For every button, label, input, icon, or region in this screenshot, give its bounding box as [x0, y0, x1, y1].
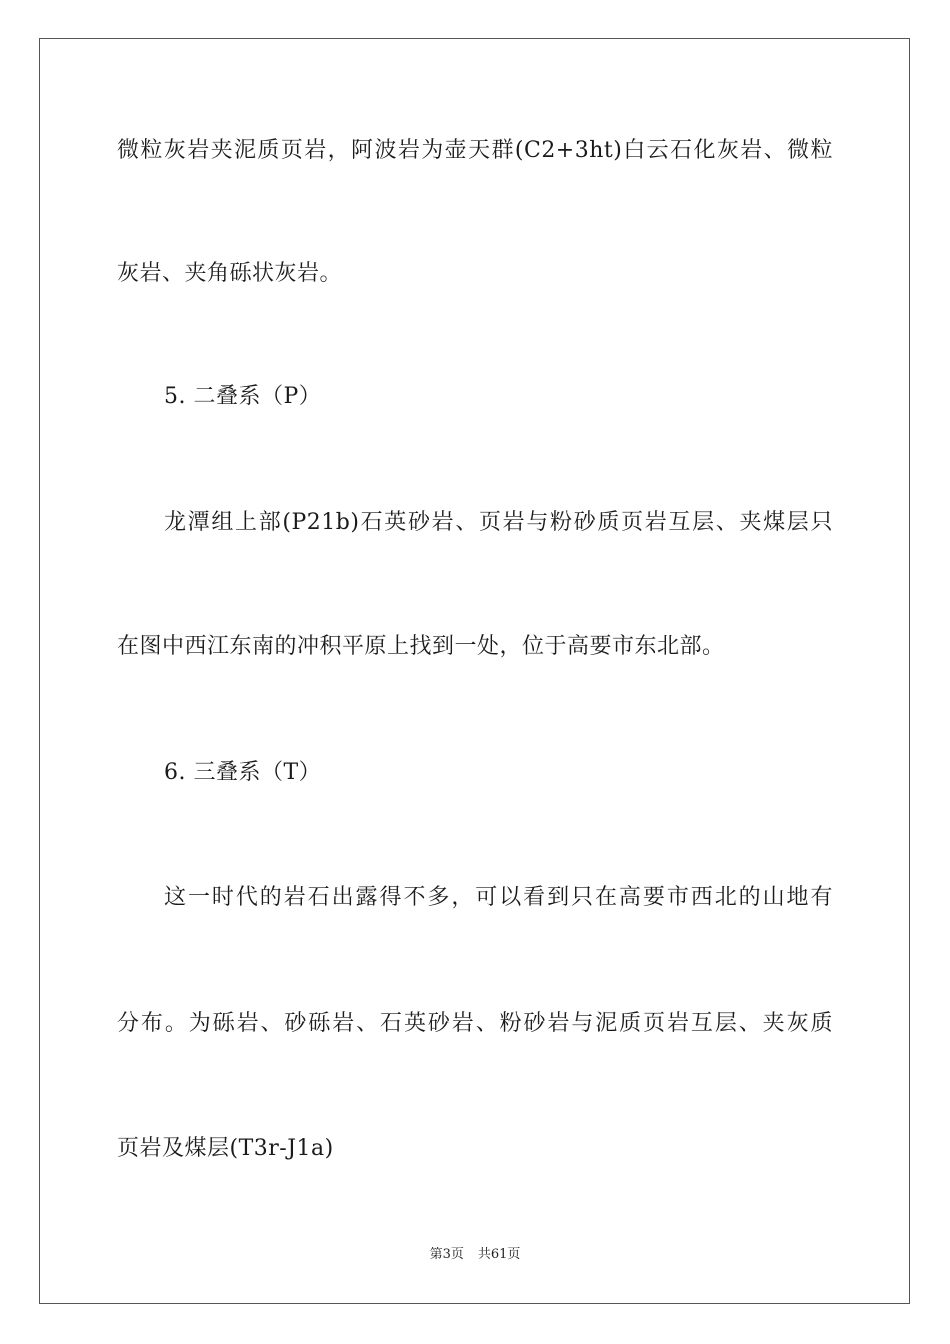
- body-line-5: 在图中西江东南的冲积平原上找到一处，位于高要市东北部。: [117, 634, 725, 659]
- body-line-7: 这一时代的岩石出露得不多，可以看到只在高要市西北的山地有: [164, 885, 833, 910]
- body-line-1: 微粒灰岩夹泥质页岩，阿波岩为壶天群(C2+3ht)白云石化灰岩、微粒: [117, 138, 833, 163]
- body-line-4: 龙潭组上部(P21b)石英砂岩、页岩与粉砂质页岩互层、夹煤层只: [164, 510, 833, 535]
- total-pages: 共61页: [477, 1247, 521, 1262]
- body-line-2: 灰岩、夹角砾状灰岩。: [117, 261, 343, 286]
- section-heading-triassic: 6. 三叠系（T）: [164, 760, 322, 785]
- body-line-9: 页岩及煤层(T3r-J1a): [117, 1136, 334, 1161]
- body-line-8: 分布。为砾岩、砂砾岩、石英砂岩、粉砂岩与泥质页岩互层、夹灰质: [117, 1011, 833, 1036]
- page-border: [39, 38, 910, 1304]
- section-heading-permian: 5. 二叠系（P）: [164, 384, 322, 409]
- page-number: 第3页: [429, 1247, 464, 1262]
- page-footer: [0, 1246, 950, 1264]
